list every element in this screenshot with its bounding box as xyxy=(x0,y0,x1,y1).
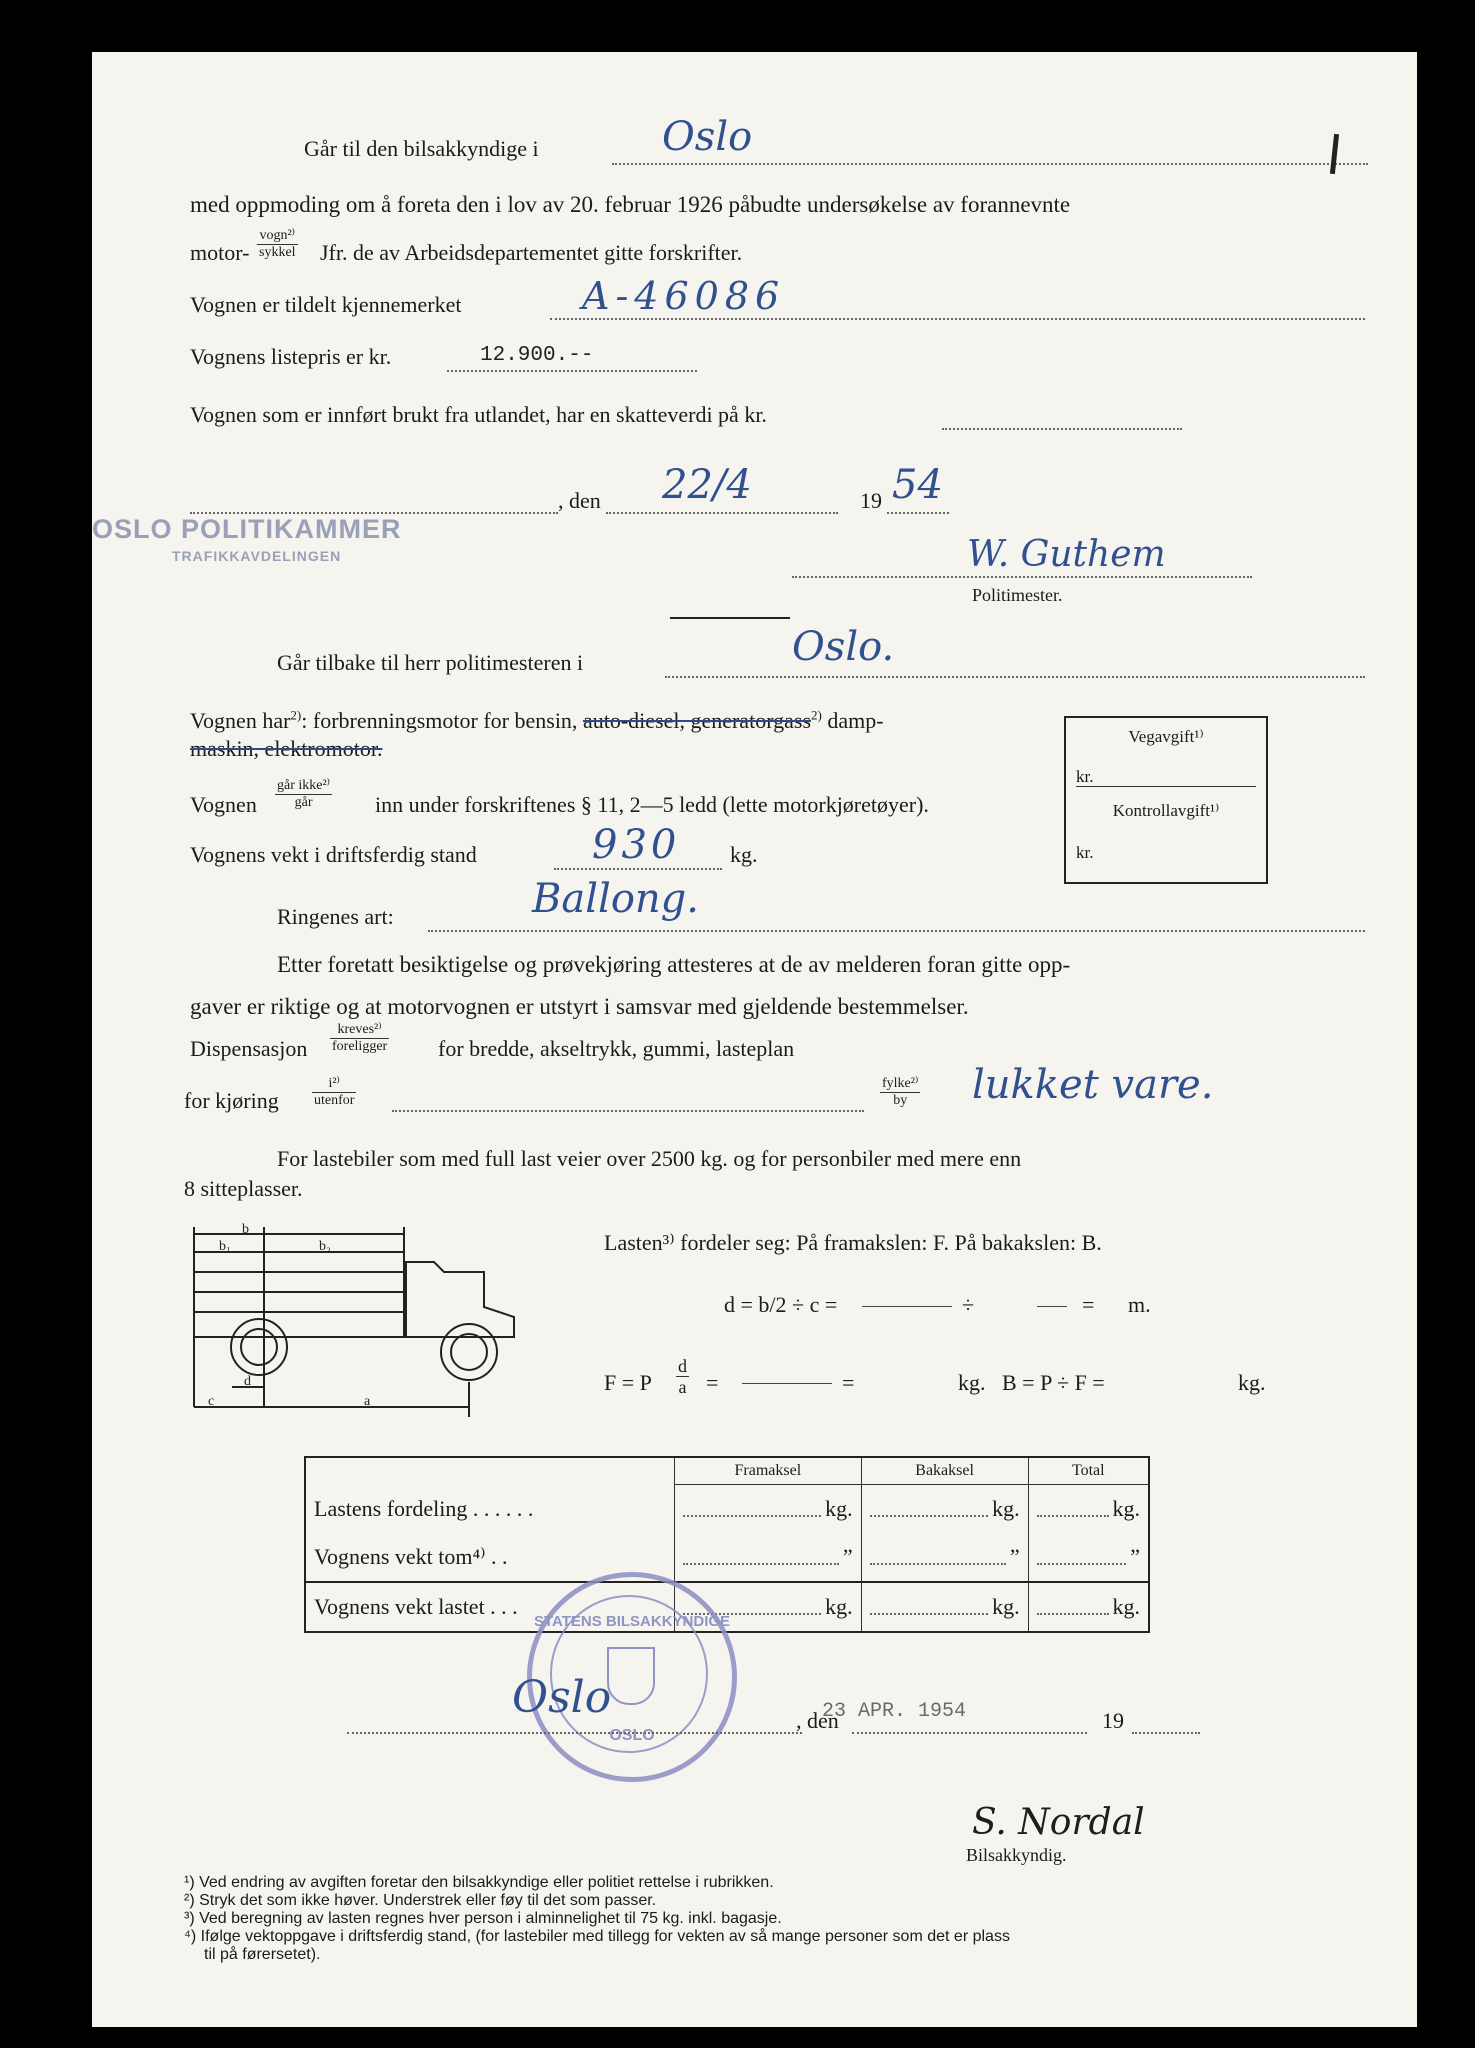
footer-year-prefix: 19 xyxy=(1102,1708,1124,1733)
handwritten-kjoring: lukket vare. xyxy=(972,1062,1214,1108)
gaar-frac-bottom: går xyxy=(294,795,313,810)
disp-label: Dispensasjon xyxy=(190,1036,308,1061)
f-blank xyxy=(742,1383,832,1384)
diagram-label-c: c xyxy=(208,1394,215,1409)
motor-frac-top: vogn²⁾ xyxy=(257,228,298,245)
table-cell: ” xyxy=(1028,1533,1149,1582)
har-sup: 2) xyxy=(290,707,302,723)
b-unit: kg. xyxy=(1238,1370,1266,1395)
table-row xyxy=(305,1485,1149,1534)
handwritten-footer-city: Oslo xyxy=(512,1672,612,1723)
leader-line xyxy=(852,1732,1087,1734)
row-label: Vognens vekt tom⁴⁾ . . xyxy=(314,1544,508,1569)
handwritten-return-city: Oslo. xyxy=(792,624,895,670)
tires-label: Ringenes art: xyxy=(277,904,394,929)
police-stamp-line1: OSLO POLITIKAMMER xyxy=(92,514,402,544)
table-header: Framaksel xyxy=(675,1457,862,1485)
kjor-fraction xyxy=(312,1076,356,1109)
leader-line xyxy=(347,1732,802,1734)
handwritten-tires: Ballong. xyxy=(532,876,699,922)
price-label: Vognens listepris er kr. xyxy=(190,344,392,369)
plate-label: Vognen er tildelt kjennemerket xyxy=(190,292,462,317)
table-cell: kg. xyxy=(675,1485,862,1534)
weight-unit: kg. xyxy=(730,842,758,867)
fylke-frac-top: fylke²⁾ xyxy=(882,1076,919,1091)
leader-line xyxy=(447,370,697,372)
leader-line xyxy=(606,512,838,514)
f-formula: F = P xyxy=(604,1370,652,1395)
gaar-rest: inn under forskriftenes § 11, 2—5 ledd (lette motorkjøretøyer). xyxy=(375,792,929,817)
f-frac-bottom: a xyxy=(678,1377,687,1397)
gaar-fraction xyxy=(275,778,332,811)
politimester-title: Politimester. xyxy=(972,585,1063,605)
fylke-frac-bottom: by xyxy=(893,1093,908,1108)
gaar-frac-top: går ikke²⁾ xyxy=(277,778,331,793)
diagram-label-b1: b₁ xyxy=(219,1239,231,1254)
vegavgift-line xyxy=(1076,786,1256,787)
signature-politimester: W. Guthem xyxy=(967,534,1166,575)
leader-line xyxy=(887,512,949,514)
har-prefix: Vognen har xyxy=(190,708,291,733)
separator-line xyxy=(670,617,790,619)
lasten-line: Lasten³⁾ fordeler seg: På framakslen: F. På bakakslen: B. xyxy=(604,1230,1102,1255)
row-label: Lastens fordeling . . . . . . xyxy=(314,1495,534,1521)
har-text-a: : forbrenningsmotor for bensin, xyxy=(301,708,578,733)
leader-line xyxy=(554,868,722,870)
leader-line xyxy=(550,318,1365,320)
table-cell: kg. xyxy=(1028,1485,1149,1534)
f-fraction xyxy=(676,1356,689,1397)
form-sheet xyxy=(92,52,1417,2027)
motor-rest: Jfr. de av Arbeidsdepartementet gitte forskrifter. xyxy=(320,240,743,265)
disp-frac-top: kreves²⁾ xyxy=(330,1022,389,1039)
gaar-prefix: Vognen xyxy=(190,792,257,817)
bilsakkyndig-title: Bilsakkyndig. xyxy=(966,1845,1067,1865)
seal-text: STATENS BILSAKKYNDIGE xyxy=(533,1613,731,1630)
import-label: Vognen som er innført brukt fra utlandet, har en skatteverdi på kr. xyxy=(190,402,767,427)
leader-line xyxy=(428,930,1365,932)
f-eq1: = xyxy=(706,1370,719,1395)
footnote-1: ¹) Ved endring av avgiften foretar den bilsakkyndige eller politiet rettelse i rubrikken. xyxy=(184,1874,774,1891)
table-cell: kg. xyxy=(861,1582,1028,1632)
kontrollavgift-label: Kontrollavgift¹⁾ xyxy=(1112,801,1220,820)
attest-line2: gaver er riktige og at motorvognen er utstyrt i samsvar med gjeldende bestemmelser. xyxy=(190,994,969,1019)
load-distribution-table xyxy=(304,1456,1150,1633)
vegavgift-kr: kr. xyxy=(1076,767,1094,786)
table-header: Total xyxy=(1028,1457,1149,1485)
truck-diagram xyxy=(184,1222,524,1422)
table-header xyxy=(305,1457,675,1485)
den-label: , den xyxy=(558,488,601,513)
fees-box xyxy=(1064,716,1268,884)
disp-rest: for bredde, akseltrykk, gummi, lasteplan xyxy=(438,1036,795,1061)
seal-city: OSLO xyxy=(609,1727,655,1744)
leader-line xyxy=(392,1110,864,1112)
header-line1: Går til den bilsakkyndige i xyxy=(304,136,539,161)
d-div: ÷ xyxy=(962,1292,975,1317)
har-text-b: damp- xyxy=(821,708,884,733)
footnote-4: ⁴) Ifølge vektoppgave i driftsferdig stand, (for lastebiler med tillegg for vekten av så mange personer som det er plass xyxy=(184,1928,1010,1945)
motor-type-line1 xyxy=(190,708,884,734)
leader-line xyxy=(612,163,1368,165)
seal-shield xyxy=(607,1647,655,1705)
leader-line xyxy=(1132,1732,1200,1734)
weight-label: Vognens vekt i driftsferdig stand xyxy=(190,842,477,867)
typed-price: 12.900.-- xyxy=(480,344,594,367)
footnote-3: ³) Ved beregning av lasten regnes hver person i alminnelighet til 75 kg. inkl. bagasje. xyxy=(184,1910,782,1927)
table-cell: ” xyxy=(675,1533,862,1582)
police-stamp-line2: TRAFIKKAVDELINGEN xyxy=(172,548,342,564)
handwritten-weight: 930 xyxy=(592,822,681,868)
diagram-label-a: a xyxy=(364,1394,371,1409)
handwritten-plate: A-46086 xyxy=(582,274,786,318)
return-label: Går tilbake til herr politimesteren i xyxy=(277,650,584,675)
handwritten-year: 54 xyxy=(892,462,943,508)
kjor-frac-bottom: utenfor xyxy=(314,1093,355,1108)
d-blank-1 xyxy=(862,1306,952,1307)
table-cell: kg. xyxy=(675,1582,862,1632)
table-row xyxy=(305,1533,1149,1582)
diagram-label-d: d xyxy=(244,1374,251,1389)
disp-frac-bottom: foreligger xyxy=(332,1039,388,1054)
row-label: Vognens vekt lastet . . . xyxy=(305,1582,675,1632)
d-eq: = xyxy=(1082,1292,1095,1317)
b-formula: B = P ÷ F = xyxy=(1002,1370,1105,1395)
fylke-fraction xyxy=(880,1076,920,1109)
motor-type-line2 xyxy=(190,736,382,762)
truck-rear-wheel xyxy=(441,1324,497,1380)
d-unit: m. xyxy=(1128,1292,1151,1317)
har-sup2: 2) xyxy=(811,707,822,723)
year-prefix: 19 xyxy=(860,488,882,513)
motor-fraction xyxy=(257,228,298,261)
table-cell: kg. xyxy=(861,1485,1028,1534)
leader-line xyxy=(942,428,1182,430)
table-header: Bakaksel xyxy=(861,1457,1028,1485)
header-line2: med oppmoding om å foreta den i lov av 20. februar 1926 påbudte undersøkelse av forannevnte xyxy=(190,192,1071,217)
vegavgift-label: Vegavgift¹⁾ xyxy=(1128,727,1204,746)
signature-line xyxy=(792,576,1252,578)
disp-fraction xyxy=(330,1022,389,1055)
table-cell: ” xyxy=(861,1533,1028,1582)
table-header-row xyxy=(305,1457,1149,1485)
date-stamp: 23 APR. 1954 xyxy=(822,1700,967,1723)
attest-line1: Etter foretatt besiktigelse og prøvekjøring attesteres at de av melderen foran gitte opp- xyxy=(277,952,1071,977)
signature-bilsakkyndig: S. Nordal xyxy=(972,1802,1145,1843)
kjor-label: for kjøring xyxy=(184,1088,279,1113)
f-frac-top: d xyxy=(678,1356,687,1376)
footnote-4-cont: til på førersetet). xyxy=(204,1946,321,1963)
trucks-line2: 8 sitteplasser. xyxy=(184,1176,303,1201)
motor-frac-bottom: sykkel xyxy=(259,245,296,260)
f-eq2: = xyxy=(842,1370,855,1395)
d-blank-2 xyxy=(1037,1306,1067,1307)
motor-prefix: motor- xyxy=(190,240,250,265)
handwritten-city: Oslo xyxy=(662,114,753,160)
leader-line xyxy=(665,676,1365,678)
footnote-2: ²) Stryk det som ikke høver. Understrek eller føy til det som passer. xyxy=(184,1892,657,1909)
margin-mark xyxy=(1330,134,1339,174)
diagram-label-b: b xyxy=(242,1222,249,1237)
footer-den-label: , den xyxy=(796,1708,839,1733)
d-formula: d = b/2 ÷ c = xyxy=(724,1292,838,1317)
trucks-line1: For lastebiler som med full last veier over 2500 kg. og for personbiler med mere enn xyxy=(277,1146,1022,1171)
table-cell: kg. xyxy=(1028,1582,1149,1632)
har-strike-b: maskin, elektromotor. xyxy=(190,736,383,761)
truck-front-wheel xyxy=(231,1319,287,1375)
f-unit: kg. xyxy=(958,1370,986,1395)
handwritten-day: 22/4 xyxy=(662,462,752,508)
kjor-frac-top: i²⁾ xyxy=(312,1076,356,1093)
kontrollavgift-kr: kr. xyxy=(1076,843,1094,862)
diagram-label-b2: b₂ xyxy=(319,1239,331,1254)
har-strike-a: auto-diesel, generatorgass xyxy=(582,708,812,733)
